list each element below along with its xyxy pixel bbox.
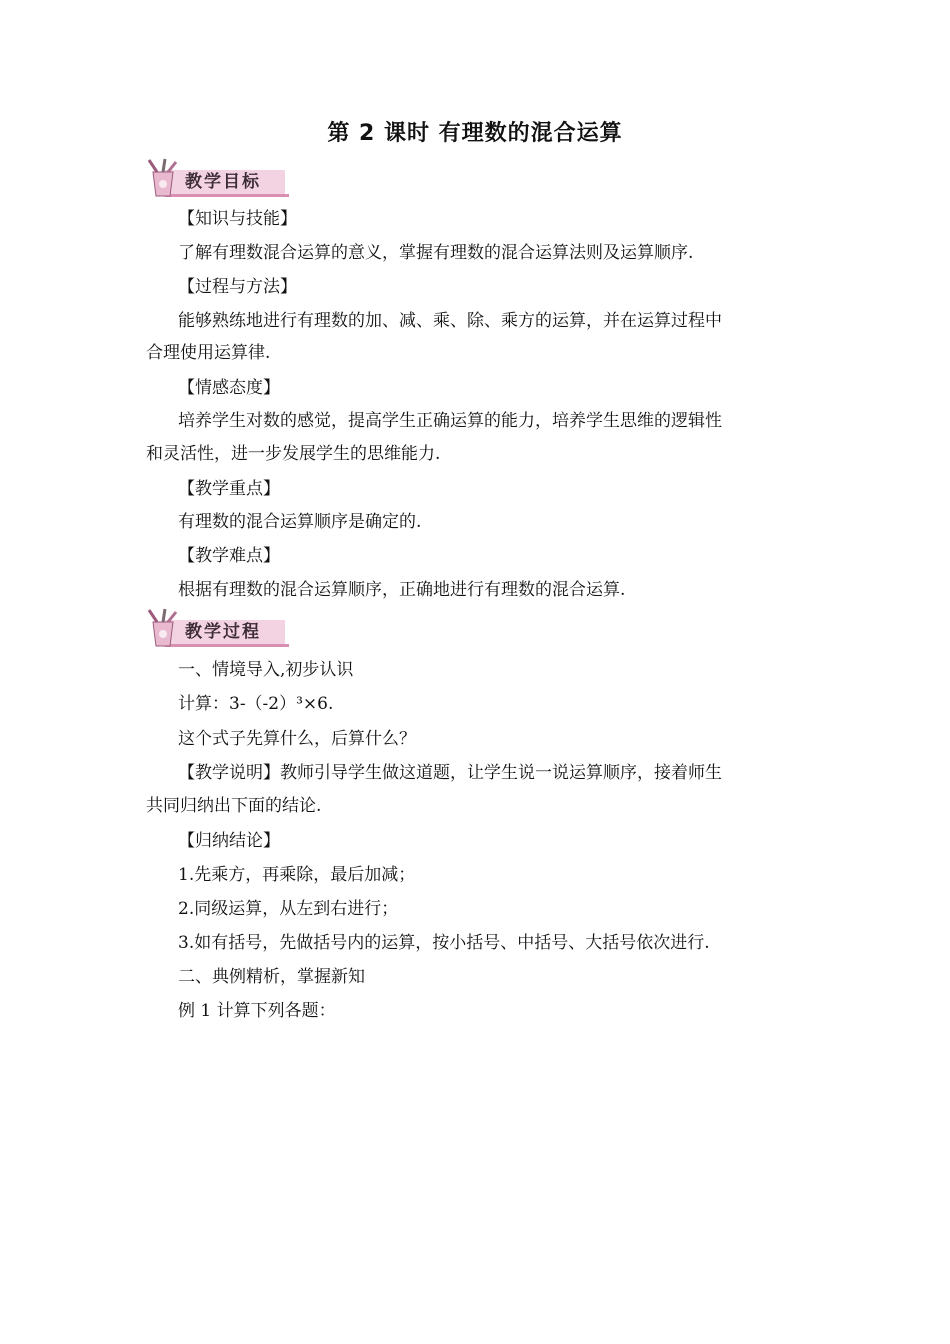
conclusion-rule-1: 1.先乘方，再乘除，最后加减；	[178, 865, 416, 885]
section-banner-process	[143, 608, 293, 650]
teaching-note-line2: 共同归纳出下面的结论.	[146, 796, 322, 816]
question-order: 这个式子先算什么，后算什么？	[178, 729, 416, 749]
conclusion-heading: 【归纳结论】	[178, 831, 280, 851]
conclusion-rule-3: 3.如有括号，先做括号内的运算，按小括号、中括号、大括号依次进行.	[178, 933, 710, 953]
paragraph-knowledge: 了解有理数混合运算的意义，掌握有理数的混合运算法则及运算顺序.	[178, 243, 694, 263]
heading-method: 【过程与方法】	[178, 277, 297, 297]
paragraph-attitude-line1: 培养学生对数的感觉，提高学生正确运算的能力，培养学生思维的逻辑性	[178, 411, 722, 431]
section-banner-goals	[143, 158, 293, 200]
example-1-prompt: 例 1 计算下列各题：	[178, 1001, 336, 1021]
paragraph-method-line2: 合理使用运算律.	[146, 343, 271, 363]
heading-key-point: 【教学重点】	[178, 479, 280, 499]
paragraph-attitude-line2: 和灵活性，进一步发展学生的思维能力.	[146, 444, 441, 464]
step-examples-heading: 二、典例精析，掌握新知	[178, 967, 365, 987]
conclusion-rule-2: 2.同级运算，从左到右进行；	[178, 899, 399, 919]
heading-attitude: 【情感态度】	[178, 378, 280, 398]
paragraph-difficulty: 根据有理数的混合运算顺序，正确地进行有理数的混合运算.	[178, 580, 626, 600]
calculation-prompt: 计算：3-（-2）³×6.	[178, 694, 334, 714]
paragraph-method-line1: 能够熟练地进行有理数的加、减、乘、除、乘方的运算，并在运算过程中	[178, 311, 722, 331]
paragraph-key-point: 有理数的混合运算顺序是确定的.	[178, 512, 422, 532]
heading-difficulty: 【教学难点】	[178, 546, 280, 566]
section-title-process: 教学过程	[185, 622, 261, 642]
section-title-goals: 教学目标	[185, 172, 261, 192]
teaching-note-line1: 【教学说明】教师引导学生做这道题，让学生说一说运算顺序，接着师生	[178, 763, 722, 783]
page-title: 第 2 课时 有理数的混合运算	[327, 121, 623, 146]
step-intro-heading: 一、情境导入,初步认识	[178, 660, 354, 680]
heading-knowledge: 【知识与技能】	[178, 209, 297, 229]
